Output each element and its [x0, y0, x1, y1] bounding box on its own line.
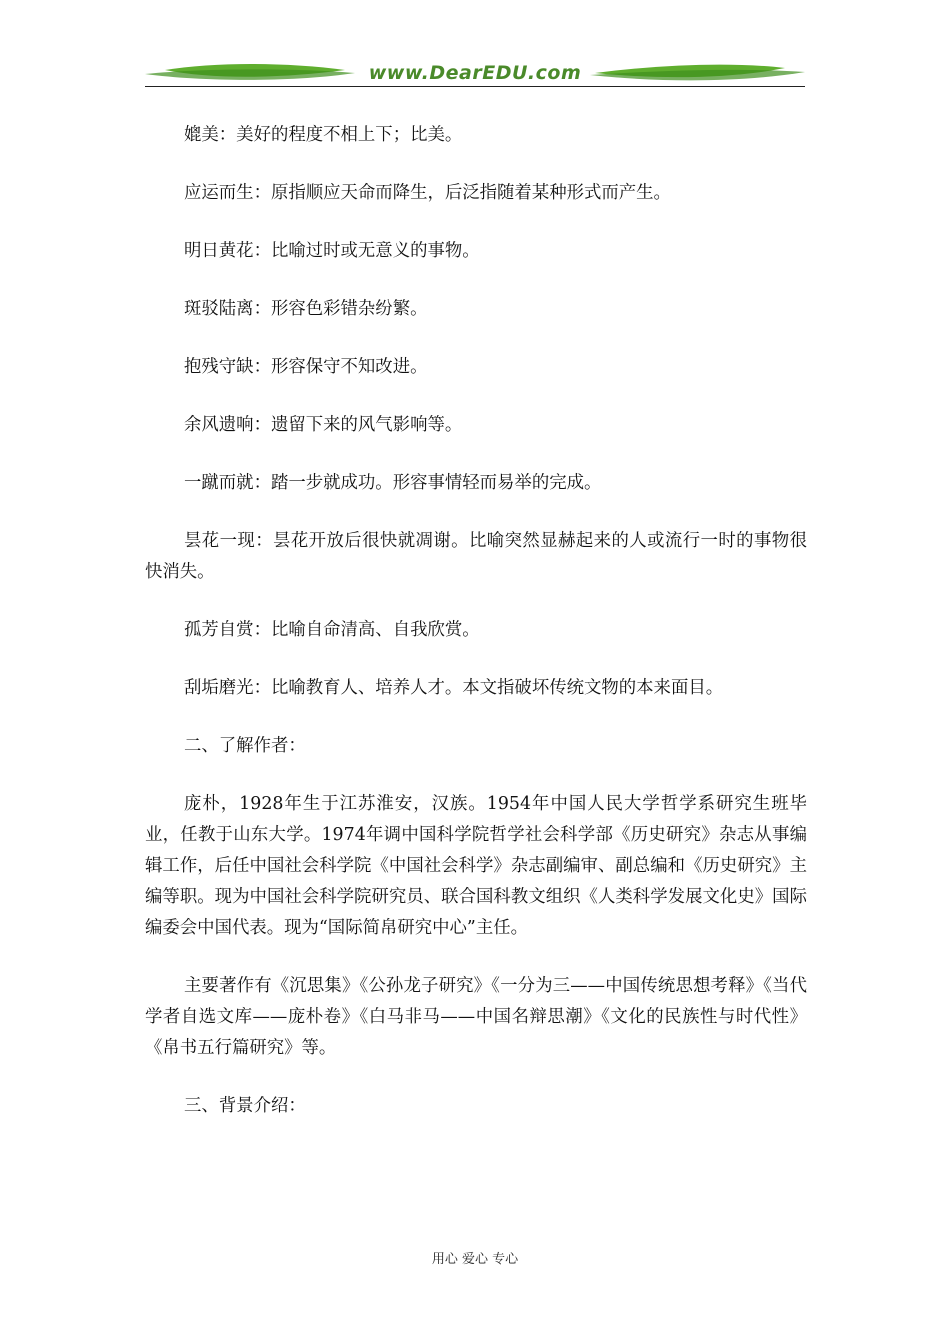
site-logo-text: www.DearEDU.com [368, 62, 582, 84]
page-footer: 用心 爱心 专心 [431, 1252, 519, 1267]
document-body [145, 120, 807, 1149]
paragraph: 刮垢磨光：比喻教育人、培养人才。本文指破坏传统文物的本来面目。 [184, 678, 724, 698]
paragraph: 应运而生：原指顺应天命而降生，后泛指随着某种形式而产生。 [184, 183, 671, 203]
section-heading: 二、了解作者： [184, 736, 306, 756]
paragraph: 孤芳自赏：比喻自命清高、自我欣赏。 [184, 620, 480, 640]
paragraph: 斑驳陆离：形容色彩错杂纷繁。 [184, 299, 428, 319]
paragraph: 媲美：美好的程度不相上下；比美。 [184, 125, 463, 145]
paragraph: 庞朴，1928年生于江苏淮安，汉族。1954年中国人民大学哲学系研究生班毕业，任教于山东大学。1974年调中国科学院哲学社会科学部《历史研究》杂志从事编辑工作，后任中国社会科学院《中国社会科学》杂志副编审、副总编和《历史研究》主编等职。现为中国社会科学院研究员、联合国科教文组织《人类科学发展文化史》国际编委会中国代表。现为“国际简帛研究中心”主任。 [145, 794, 807, 938]
paragraph: 抱残守缺：形容保守不知改进。 [184, 357, 428, 377]
paragraph: 主要著作有《沉思集》《公孙龙子研究》《一分为三——中国传统思想考释》《当代学者自选文库——庞朴卷》《白马非马——中国名辩思潮》《文化的民族性与时代性》《帛书五行篇研究》等。 [145, 976, 807, 1058]
paragraph: 一蹴而就：踏一步就成功。形容事情轻而易举的完成。 [184, 473, 602, 493]
section-heading: 三、背景介绍： [184, 1096, 306, 1116]
paragraph: 明日黄花：比喻过时或无意义的事物。 [184, 241, 480, 261]
paragraph: 昙花一现：昙花开放后很快就凋谢。比喻突然显赫起来的人或流行一时的事物很快消失。 [145, 531, 807, 582]
header-divider [145, 86, 805, 87]
paragraph: 余风遗响：遗留下来的风气影响等。 [184, 415, 463, 435]
